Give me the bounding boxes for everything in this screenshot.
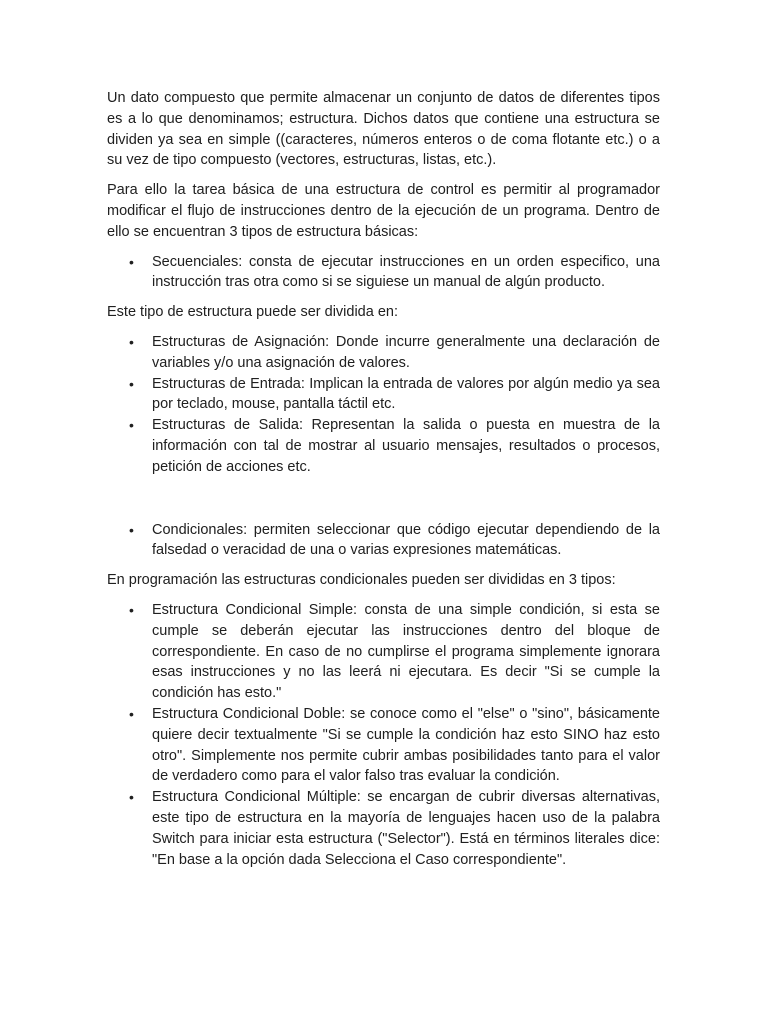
list-item: • Estructuras de Entrada: Implican la entrada de valores por algún medio ya sea por teclado, mouse, pantalla táctil etc. (107, 374, 660, 416)
paragraph-control-structures: Para ello la tarea básica de una estructura de control es permitir al programador modificar el flujo de instrucciones dentro de la ejecución de un programa. Dentro de ello se encuentran 3 tipos de estructura básicas: (107, 182, 660, 240)
list-item: • Condicionales: permiten seleccionar que código ejecutar dependiendo de la falsedad o veracidad de una o varias expresiones matemáticas. (107, 520, 660, 562)
list-item: • Estructura Condicional Doble: se conoce como el "else" o "sino", básicamente quiere decir textualmente "Si se cumple la condición haz esto SINO haz esto otro". Simplemente nos permite cubrir ambas posibilidades tanto para el valor de verdadero como para el valor falso tras evaluar la condición. (107, 704, 660, 787)
paragraph-conditional-types: En programación las estructuras condicionales pueden ser divididas en 3 tipos: (107, 572, 616, 589)
list-item: • Estructura Condicional Simple: consta de una simple condición, si esta se cumple se deberán ejecutar las instrucciones dentro del bloque de correspondiente. En caso de no cumplirse el programa simplemente ignorara esas instrucciones y no las leerá ni ejecutara. Es decir "Si se cumple la condición has esto." (107, 600, 660, 704)
bullet-list-conditional-structures (107, 600, 660, 870)
blank-space (107, 487, 660, 520)
paragraph-intro: Un dato compuesto que permite almacenar un conjunto de datos de diferentes tipos es a lo que denominamos; estructura. Dichos datos que contiene una estructura se dividen ya sea en simple ((caracteres, números enteros o de coma flotante etc.) o a su vez de tipo compuesto (vectores, estructuras, listas, etc.). (107, 90, 660, 169)
paragraph-divided: Este tipo de estructura puede ser dividida en: (107, 304, 398, 321)
bullet-list-condicionales (107, 520, 660, 562)
document-page (107, 88, 660, 879)
list-item: • Estructuras de Salida: Representan la salida o puesta en muestra de la información con tal de mostrar al usuario mensajes, resultados o procesos, petición de acciones etc. (107, 415, 660, 477)
list-item: • Secuenciales: consta de ejecutar instrucciones en un orden especifico, una instrucción tras otra como si se siguiese un manual de algún producto. (107, 252, 660, 294)
bullet-list-structure-types (107, 332, 660, 478)
bullet-list-secuenciales (107, 252, 660, 294)
list-item: • Estructura Condicional Múltiple: se encargan de cubrir diversas alternativas, este tipo de estructura en la mayoría de lenguajes hacen uso de la palabra Switch para iniciar esta estructura ("Selector"). Está en términos literales dice: "En base a la opción dada Selecciona el Caso correspondiente". (107, 787, 660, 870)
list-item: • Estructuras de Asignación: Donde incurre generalmente una declaración de variables y/o una asignación de valores. (107, 332, 660, 374)
